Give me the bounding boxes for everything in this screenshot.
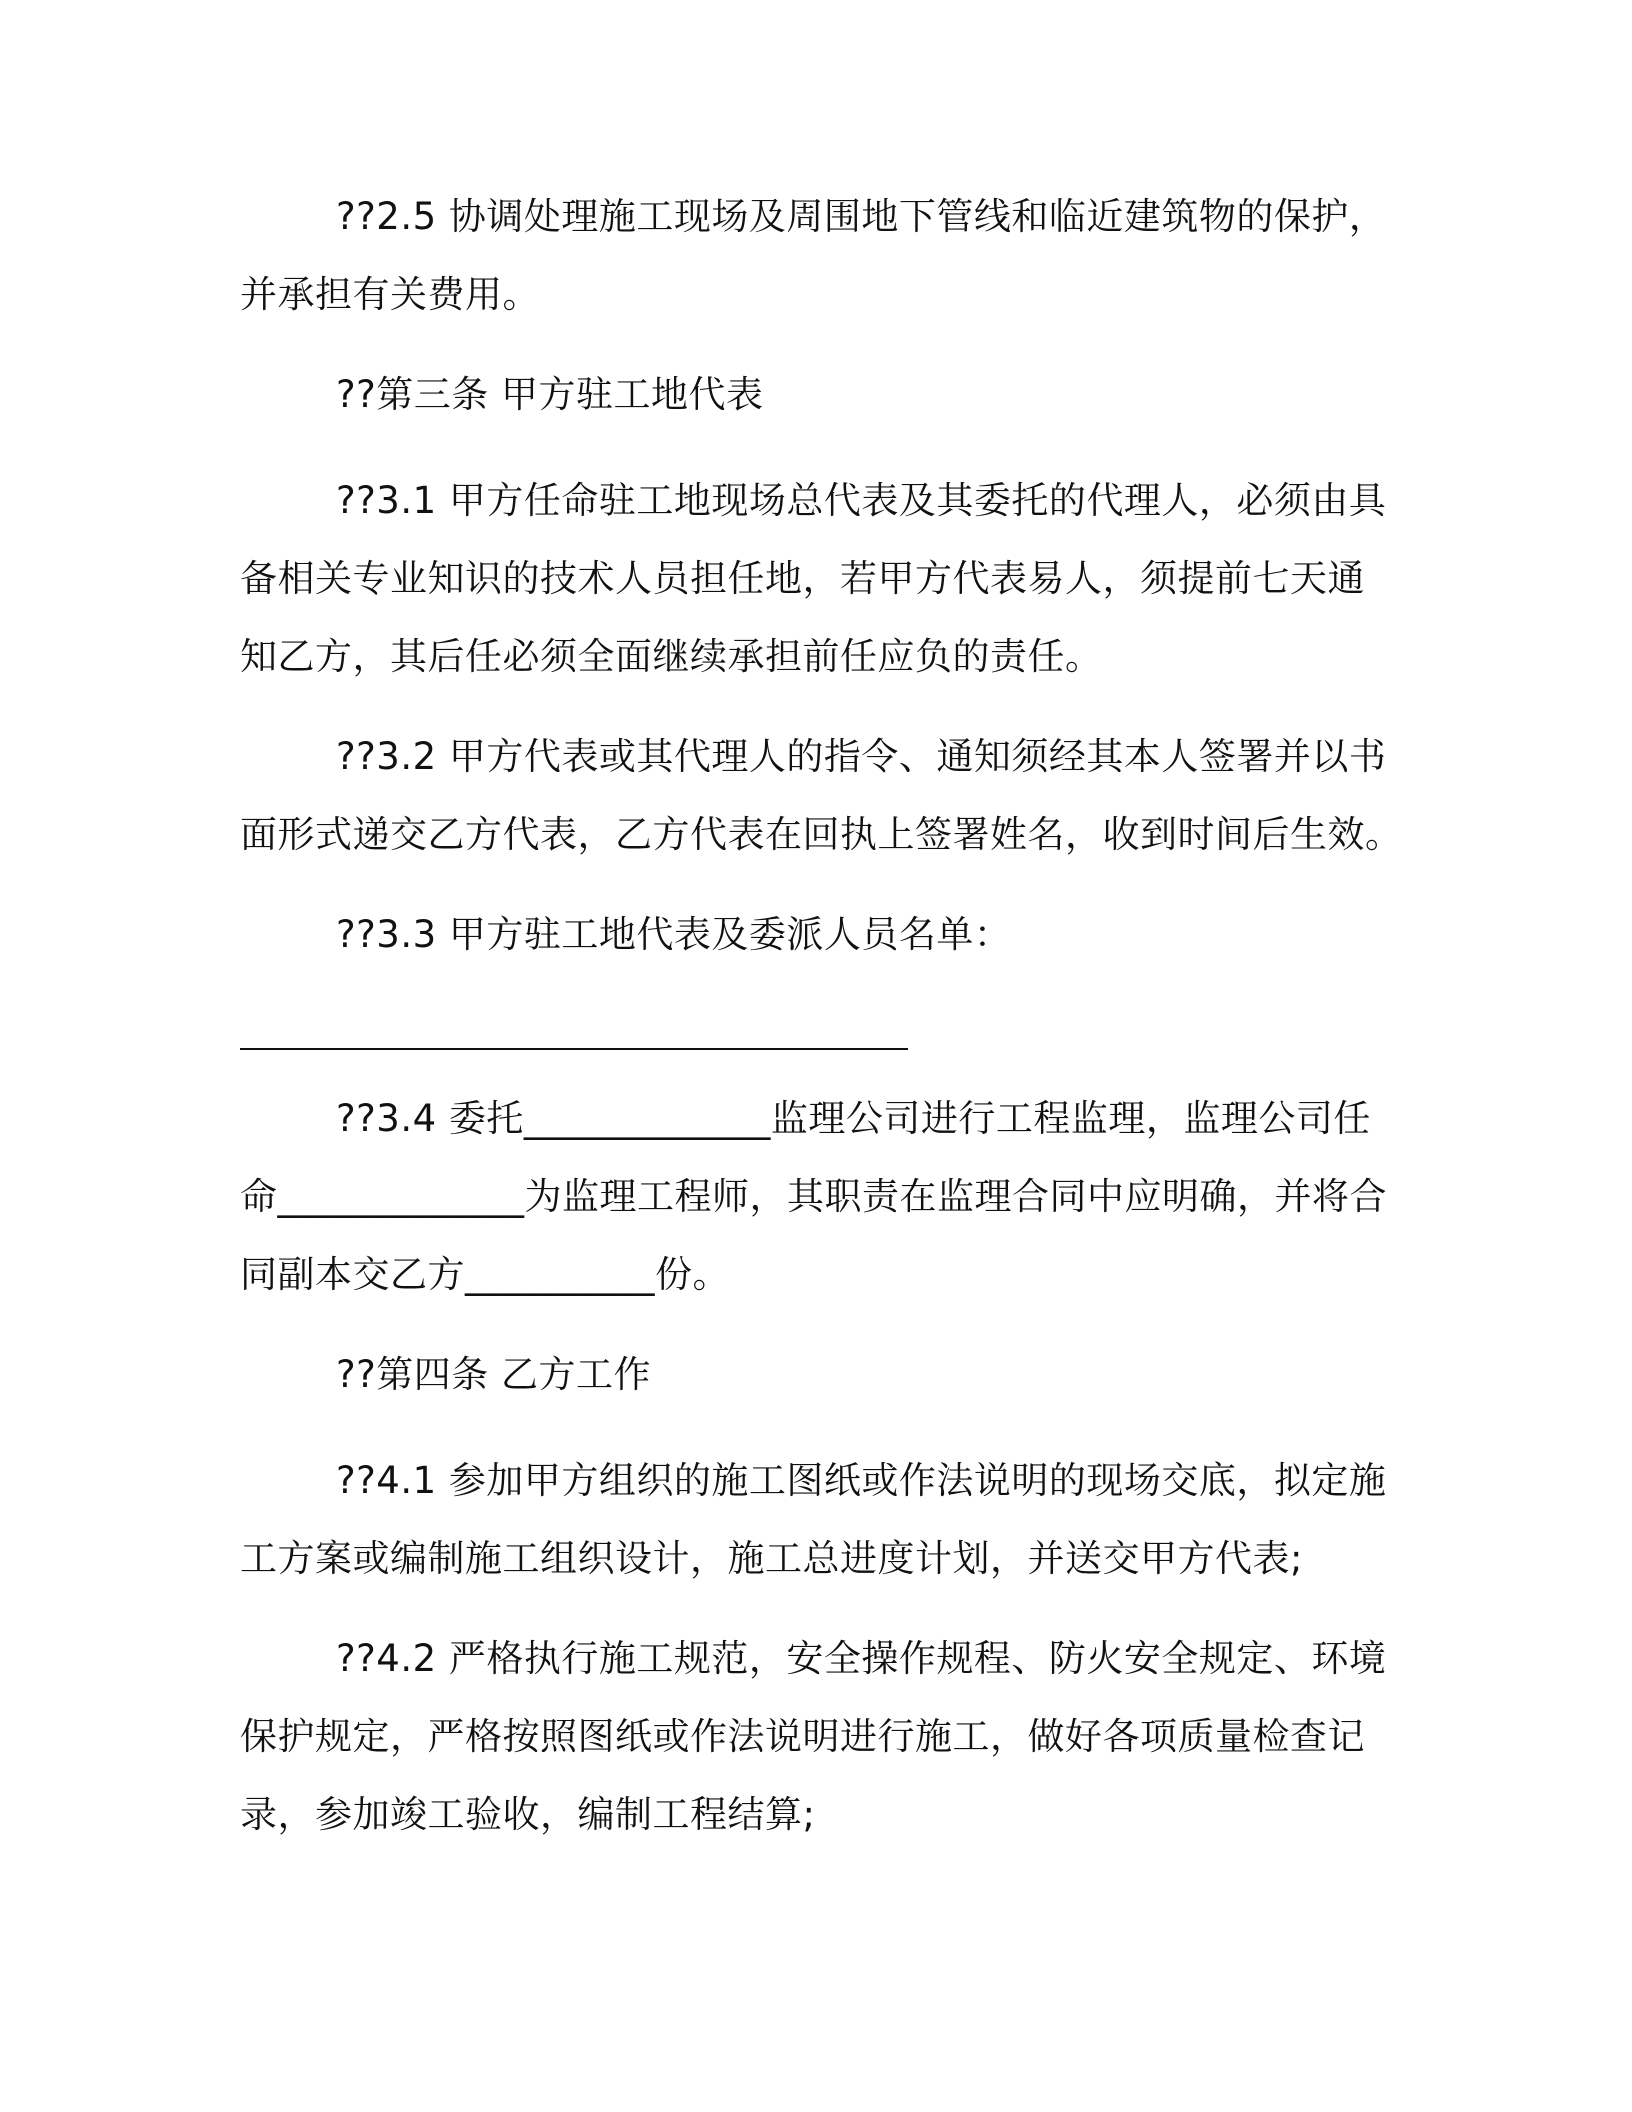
- heading-line: ??第三条 甲方驻工地代表: [336, 373, 764, 416]
- clause-3-4: [240, 1080, 1400, 1314]
- text-line: ??3.2 甲方代表或其代理人的指令、通知须经其本人签署并以书: [336, 735, 1387, 778]
- text-line: ??4.2 严格执行施工规范，安全操作规程、防火安全规定、环境: [336, 1637, 1387, 1680]
- clause-4-1: [240, 1442, 1400, 1598]
- heading-line: ??第四条 乙方工作: [336, 1353, 652, 1396]
- text-line: 保护规定，严格按照图纸或作法说明进行施工，做好各项质量检查记: [240, 1715, 1365, 1758]
- text-line: ??2.5 协调处理施工现场及周围地下管线和临近建筑物的保护，: [336, 195, 1387, 238]
- text-line: ??4.1 参加甲方组织的施工图纸或作法说明的现场交底，拟定施: [336, 1459, 1387, 1502]
- text-line: ??3.1 甲方任命驻工地现场总代表及其委托的代理人，必须由具: [336, 479, 1387, 522]
- clause-2-5: [240, 178, 1400, 334]
- text-line: 面形式递交乙方代表，乙方代表在回执上签署姓名，收到时间后生效。: [240, 813, 1403, 856]
- clause-4-2: [240, 1620, 1400, 1854]
- text-line: 命_____________为监理工程师，其职责在监理合同中应明确，并将合: [240, 1175, 1387, 1218]
- text-line: 工方案或编制施工组织设计，施工总进度计划，并送交甲方代表;: [240, 1537, 1303, 1580]
- text-line: 录，参加竣工验收，编制工程结算;: [240, 1793, 816, 1836]
- text-line: ??3.4 委托_____________监理公司进行工程监理，监理公司任: [336, 1097, 1371, 1140]
- article-3-heading: [240, 356, 1400, 434]
- text-line: 备相关专业知识的技术人员担任地，若甲方代表易人，须提前七天通: [240, 557, 1365, 600]
- clause-3-3: [240, 896, 1400, 974]
- clause-3-1: [240, 462, 1400, 696]
- clause-3-2: [240, 718, 1403, 874]
- text-line: ??3.3 甲方驻工地代表及委派人员名单：: [336, 913, 1012, 956]
- article-4-heading: [240, 1336, 1400, 1414]
- text-line: 并承担有关费用。: [240, 273, 540, 316]
- text-line: 同副本交乙方__________份。: [240, 1253, 730, 1296]
- fill-in-blank-line: [240, 1048, 908, 1050]
- text-line: 知乙方，其后任必须全面继续承担前任应负的责任。: [240, 635, 1103, 678]
